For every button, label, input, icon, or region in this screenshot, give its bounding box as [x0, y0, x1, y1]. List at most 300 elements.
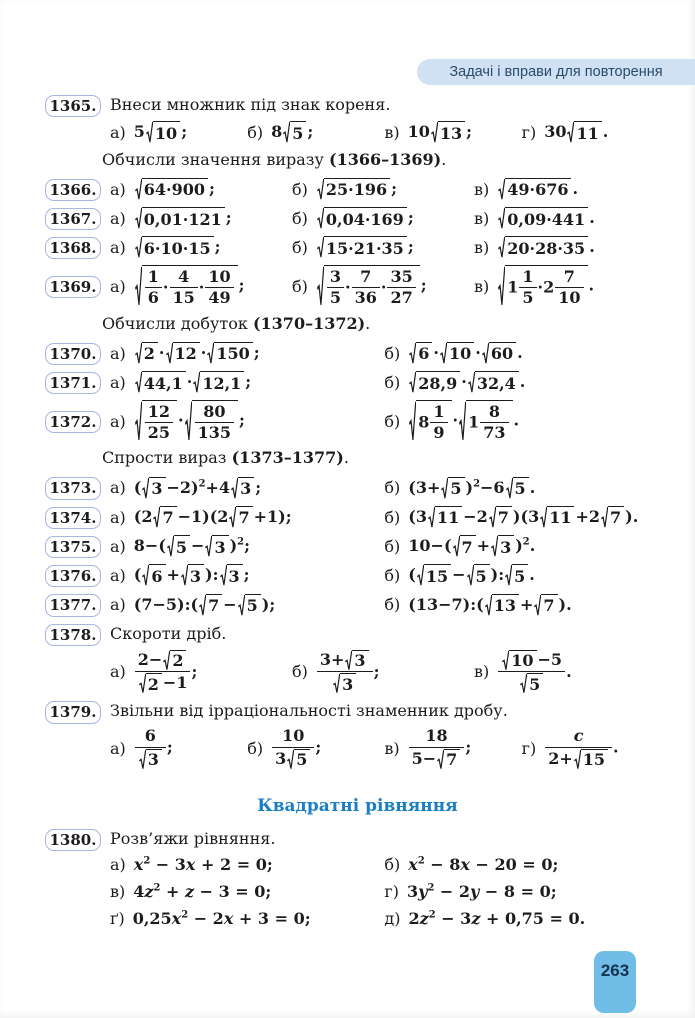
sqrt-radical: 15 — [574, 749, 608, 770]
math-expression: c 2+ 15 . — [544, 727, 618, 769]
sqrt-radical: 25·196 — [317, 178, 390, 201]
item-label: ґ) — [110, 909, 125, 929]
sqrt-radical: 5 — [441, 477, 464, 500]
problem-row — [45, 400, 670, 442]
radical-sign-icon — [207, 342, 214, 365]
fraction: 18 5− 7 — [409, 727, 465, 769]
problem-row — [45, 535, 670, 558]
math-expression: ( 6 + 3 ): 3 ; — [133, 565, 250, 586]
math-expression: $\frac{6}{3}$ ; — [134, 727, 173, 769]
sqrt-radical: 3 — [220, 564, 243, 587]
fraction: $\frac{7}{36}$ — [352, 268, 380, 308]
radical-sign-icon — [317, 236, 324, 259]
radical-sign-icon — [181, 564, 188, 587]
exercise-item — [292, 236, 474, 259]
math-expression: 28,9 · 32,4 . — [408, 371, 525, 394]
item-label: б) — [292, 238, 308, 258]
sqrt-radical: 6 — [142, 564, 165, 587]
problem-number-badge: 1373. — [45, 477, 101, 499]
math-expression: 44,1 · 12,1 ; — [134, 371, 251, 394]
exercise-item — [110, 594, 384, 617]
sqrt-radical: 6 — [409, 342, 432, 365]
radical-sign-icon — [185, 400, 192, 442]
math-expression: ( 15 − 5 ): 5 . — [408, 565, 535, 586]
exercise-item — [247, 727, 384, 769]
problem-row — [45, 506, 670, 529]
fraction: 2− 2 2 −1 — [135, 650, 191, 695]
radical-sign-icon — [409, 371, 416, 394]
math-expression: (13−7):( 13 + 7 ). — [408, 594, 572, 616]
sqrt-radical: 3 — [139, 749, 162, 770]
exercise-item — [110, 236, 292, 259]
radical-sign-icon — [506, 477, 513, 500]
sqrt-radical: 7 — [453, 535, 476, 558]
sqrt-radical: 20·28·35 — [498, 236, 588, 259]
exercise-item — [522, 727, 659, 769]
exercise-item — [292, 207, 474, 230]
radical-sign-icon — [238, 594, 245, 617]
math-expression: 30 11 . — [544, 121, 609, 143]
sqrt-radical: 2 — [139, 673, 162, 694]
radical-sign-icon — [135, 400, 142, 442]
sqrt-radical: 3 — [231, 477, 254, 500]
sqrt-radical: 5 — [467, 564, 490, 587]
item-label: а) — [110, 276, 126, 296]
radical-sign-icon — [431, 121, 438, 144]
sqrt-radical: 7 — [489, 506, 512, 529]
problem-row — [45, 207, 670, 230]
problems-list — [45, 94, 670, 935]
sqrt-radical: 7 — [534, 594, 557, 617]
item-label: б) — [292, 662, 308, 682]
sqrt-radical: 12,1 — [193, 371, 244, 394]
item-label: в) — [474, 208, 490, 228]
exercise-item — [110, 855, 384, 875]
items-row — [101, 121, 670, 144]
sqrt-radical: 5 — [505, 564, 528, 587]
sqrt-radical: 5 — [520, 673, 543, 694]
problem-row — [45, 700, 670, 769]
exercise-item — [110, 477, 384, 500]
item-label: а) — [110, 343, 126, 363]
math-expression: 10−( 7 + 3 )$^2$. — [408, 535, 536, 557]
sqrt-radical: 12 — [166, 342, 200, 365]
item-label: в) — [384, 738, 400, 758]
math-expression: 6·10·15 ; — [134, 236, 221, 259]
items-row — [101, 594, 670, 617]
fraction: $\frac{7}{10}$ — [555, 268, 583, 308]
radical-sign-icon — [505, 564, 512, 587]
math-expression: 0,01·121 ; — [134, 207, 232, 230]
problem-number-badge: 1368. — [45, 237, 101, 259]
exercise-item — [384, 727, 521, 769]
radical-sign-icon — [567, 121, 574, 144]
item-label: в) — [384, 122, 400, 142]
sqrt-radical: 60 — [482, 342, 516, 365]
problem-row — [45, 236, 670, 259]
math-expression: $0,25x^2 - 2x + 3 = 0$; — [132, 908, 311, 928]
sqrt-radical: 10 — [146, 121, 180, 144]
problem-row — [45, 828, 670, 929]
exercise-item — [384, 371, 658, 394]
problem-row — [45, 178, 670, 201]
exercise-item — [384, 535, 658, 558]
instruction-text: Обчисли значення виразу (1366–1369). — [102, 149, 447, 169]
math-expression: $x^2 - 8x - 20 = 0$; — [408, 854, 559, 874]
problem-number-badge: 1374. — [45, 507, 101, 529]
sqrt-radical: 1 $\frac{8}{73}$ — [459, 400, 512, 442]
sqrt-radical: 11 — [540, 506, 574, 529]
item-label: а) — [110, 208, 126, 228]
fraction: 10 −5 5 — [498, 650, 565, 695]
item-label: а) — [110, 411, 126, 431]
radical-sign-icon — [166, 342, 173, 365]
fraction: $\frac{1}{9}$ — [430, 403, 447, 443]
exercise-item — [110, 207, 292, 230]
item-label: в) — [474, 662, 490, 682]
item-label: б) — [292, 276, 308, 296]
item-label: б) — [384, 372, 401, 392]
exercise-item — [110, 265, 292, 307]
exercise-item — [384, 121, 521, 144]
item-label: б) — [292, 208, 308, 228]
item-label: г) — [521, 738, 537, 758]
radical-sign-icon — [502, 650, 509, 671]
radical-sign-icon — [409, 400, 416, 442]
exercise-item — [474, 207, 656, 230]
problem-number-badge: 1377. — [45, 594, 101, 616]
fraction: 3+ 3 3 — [317, 650, 373, 695]
sqrt-radical: 5 — [167, 535, 190, 558]
sqrt-radical: 5 — [287, 749, 310, 770]
item-label: а) — [110, 478, 126, 498]
item-label: в) — [474, 276, 490, 296]
exercise-item — [110, 400, 384, 442]
sqrt-radical: 0,04·169 — [317, 207, 407, 230]
sqrt-radical: 5 — [283, 121, 306, 144]
item-label: а) — [110, 122, 126, 142]
problem-number-badge: 1380. — [45, 829, 101, 851]
item-label: а) — [110, 595, 126, 615]
exercise-item — [384, 564, 658, 587]
item-label: а) — [110, 238, 126, 258]
item-label: а) — [110, 536, 126, 556]
item-label: г) — [521, 122, 537, 142]
sqrt-radical: 0,09·441 — [498, 207, 588, 230]
radical-sign-icon — [317, 265, 324, 307]
sqrt-radical: 11 — [428, 506, 462, 529]
math-expression: 0,09·441 . — [497, 207, 595, 230]
fraction: $\frac{1}{6}$ — [145, 268, 162, 308]
math-expression: ( 3 −2)$^2$+4 3 ; — [133, 477, 262, 499]
problem-number-badge: 1378. — [45, 624, 101, 646]
math-expression: (2 7 −1)(2 7 +1); — [133, 506, 292, 528]
instruction-text: Спрости вираз (1373–1377). — [102, 448, 349, 468]
items-row — [101, 506, 670, 529]
math-expression: 8−( 5 − 3 )$^2$; — [133, 535, 250, 557]
radical-sign-icon — [193, 371, 200, 394]
sqrt-radical: 3 — [333, 673, 356, 694]
item-label: а) — [110, 372, 126, 392]
items-row — [101, 178, 670, 201]
item-label: а) — [110, 179, 126, 199]
radical-sign-icon — [205, 535, 212, 558]
radical-sign-icon — [459, 400, 466, 442]
math-expression: 10 −5 5 . — [497, 650, 571, 695]
fraction: c 2+ 15 — [545, 727, 612, 769]
item-label: б) — [384, 566, 401, 586]
math-expression: 6 · 10 · 60 . — [408, 342, 522, 365]
exercise-item — [110, 909, 384, 929]
exercise-item — [110, 564, 384, 587]
item-label: а) — [110, 507, 126, 527]
fraction: $\frac{1}{5}$ — [519, 268, 536, 308]
exercise-item — [384, 400, 658, 442]
exercise-item — [110, 727, 247, 769]
radical-sign-icon — [163, 650, 170, 671]
item-label: б) — [384, 536, 401, 556]
exercise-item — [384, 342, 658, 365]
radical-sign-icon — [534, 594, 541, 617]
items-row — [101, 535, 670, 558]
problem-statement: Звільни від ірраціональності знаменник дробу. — [110, 701, 508, 721]
problem-number-badge: 1379. — [45, 701, 101, 723]
radical-sign-icon — [520, 673, 527, 694]
sqrt-radical: 6·10·15 — [135, 236, 214, 259]
math-expression: 10 3 5 ; — [271, 727, 321, 769]
problem-statement: Внеси множник під знак кореня. — [110, 95, 391, 114]
sqrt-radical: 7 — [153, 506, 176, 529]
math-expression: 1 $\frac{1}{5}$ ·2 $\frac{7}{10}$ . — [497, 265, 594, 307]
items-row — [101, 400, 670, 442]
math-expression: 18 5− 7 ; — [408, 727, 472, 769]
section-header-label: Задачі і вправи для повторення — [449, 64, 663, 80]
sqrt-radical: 2 — [135, 342, 158, 365]
sqrt-radical: 49·676 — [498, 178, 571, 201]
sqrt-radical: 5 — [238, 594, 261, 617]
sqrt-radical — [185, 400, 238, 442]
radical-sign-icon — [345, 650, 352, 671]
exercise-item — [110, 535, 384, 558]
item-label: б) — [384, 343, 401, 363]
item-label: б) — [384, 478, 401, 498]
sqrt-radical: 7 — [199, 594, 222, 617]
radical-sign-icon — [498, 178, 505, 201]
fraction: $\frac{12}{25}$ — [145, 403, 173, 443]
math-expression: 8 5 ; — [271, 121, 314, 143]
sqrt-radical: 10 — [440, 342, 474, 365]
items-row — [101, 371, 670, 394]
radical-sign-icon — [283, 121, 290, 144]
radical-sign-icon — [440, 342, 447, 365]
fraction: $\frac{4}{15}$ — [170, 268, 198, 308]
sqrt-radical: 0,01·121 — [135, 207, 225, 230]
radical-sign-icon — [574, 749, 581, 770]
math-expression: $\frac{3}{5}$ · $\frac{7}{36}$ · $\frac{35}{27}$ ; — [316, 265, 427, 307]
sqrt-radical: 3 — [345, 650, 368, 671]
radical-sign-icon — [491, 535, 498, 558]
problem-row — [45, 564, 670, 587]
items-row — [101, 236, 670, 259]
items-row — [101, 855, 670, 929]
math-expression: (3 11 −2 7 )(3 11 +2 7 ). — [408, 506, 639, 528]
sqrt-radical: $\frac{3}{5}$ · $\frac{7}{36}$ · $\frac{35}{27}$ — [317, 265, 420, 307]
items-row — [101, 342, 670, 365]
math-expression: (7−5):( 7 − 5 ); — [133, 594, 276, 616]
radical-sign-icon — [485, 594, 492, 617]
exercise-item — [110, 506, 384, 529]
sqrt-radical: 150 — [207, 342, 252, 365]
problem-number-badge: 1370. — [45, 343, 101, 365]
item-label: в) — [474, 238, 490, 258]
fraction: 10 3 5 — [272, 727, 314, 769]
math-expression: 49·676 . — [497, 178, 578, 201]
radical-sign-icon — [139, 673, 146, 694]
page-number-tab — [594, 951, 636, 1013]
problem-number-badge: 1367. — [45, 208, 101, 230]
items-row — [101, 265, 670, 307]
radical-sign-icon — [287, 749, 294, 770]
radical-sign-icon — [135, 236, 142, 259]
exercise-item — [110, 178, 292, 201]
problem-row — [45, 623, 670, 695]
items-row — [101, 207, 670, 230]
exercise-item — [110, 650, 292, 695]
item-label: б) — [247, 122, 264, 142]
problem-row — [45, 593, 670, 616]
radical-sign-icon — [153, 506, 160, 529]
item-label: а) — [110, 855, 126, 875]
exercise-item — [522, 121, 659, 144]
radical-sign-icon — [441, 477, 448, 500]
problem-number-badge: 1376. — [45, 565, 101, 587]
exercise-item — [110, 882, 384, 902]
item-label: б) — [292, 179, 308, 199]
problem-row — [45, 94, 670, 144]
item-label: б) — [247, 738, 264, 758]
radical-sign-icon — [220, 564, 227, 587]
sqrt-radical: $\frac{1}{6}$ · $\frac{4}{15}$ · $\frac{10}{49}$ — [135, 265, 238, 307]
sqrt-radical: 28,9 — [409, 371, 460, 394]
problem-number-badge: 1371. — [45, 372, 101, 394]
math-expression: 10 13 ; — [407, 121, 473, 143]
item-label: в) — [474, 179, 490, 199]
radical-sign-icon — [142, 564, 149, 587]
item-label: г) — [384, 882, 400, 902]
section-header-pill — [417, 59, 695, 85]
sqrt-radical: 15·21·35 — [317, 236, 407, 259]
exercise-item — [292, 650, 474, 695]
section-heading: Квадратні рівняння — [257, 795, 458, 816]
radical-sign-icon — [333, 673, 340, 694]
math-expression: 3+ 3 3 ; — [316, 650, 380, 695]
math-expression: 8 $\frac{1}{9}$ · 1 $\frac{8}{73}$ . — [408, 400, 519, 442]
exercise-item — [474, 650, 656, 695]
math-expression: 5 10 ; — [133, 121, 188, 143]
exercise-item — [292, 178, 474, 201]
radical-sign-icon — [167, 535, 174, 558]
radical-sign-icon — [139, 749, 146, 770]
math-expression: 64·900 ; — [134, 178, 215, 201]
sqrt-radical: 8 $\frac{1}{9}$ — [409, 400, 451, 442]
problem-number-badge: 1369. — [45, 276, 101, 298]
sqrt-radical: 7 — [437, 749, 460, 770]
radical-sign-icon — [482, 342, 489, 365]
sqrt-radical: 13 — [485, 594, 519, 617]
sqrt-radical: 1 $\frac{1}{5}$ ·2 $\frac{7}{10}$ — [498, 265, 587, 307]
sqrt-radical: 3 — [205, 535, 228, 558]
sqrt-radical: 13 — [431, 121, 465, 144]
math-expression: $4z^2 + z - 3 = 0$; — [133, 881, 272, 901]
sqrt-radical: 2 — [163, 650, 186, 671]
items-row — [101, 564, 670, 587]
fraction: $\frac{10}{49}$ — [205, 268, 233, 308]
radical-sign-icon — [428, 506, 435, 529]
sqrt-radical: 44,1 — [135, 371, 186, 394]
radical-sign-icon — [142, 477, 149, 500]
fraction: $\frac{6}{3}$ — [135, 727, 166, 769]
page-number: 263 — [600, 961, 630, 980]
radical-sign-icon — [135, 265, 142, 307]
sqrt-radical: 3 — [181, 564, 204, 587]
sqrt-radical: 11 — [567, 121, 601, 144]
radical-sign-icon — [317, 178, 324, 201]
math-expression: $3y^2 - 2y - 8 = 0$; — [407, 881, 557, 901]
problem-row — [45, 342, 670, 365]
radical-sign-icon — [453, 535, 460, 558]
sqrt-radical: 5 — [506, 477, 529, 500]
problem-statement: Розв’яжи рівняння. — [110, 828, 276, 848]
radical-sign-icon — [199, 594, 206, 617]
item-label: а) — [110, 662, 126, 682]
exercise-item — [384, 909, 658, 929]
exercise-item — [110, 371, 384, 394]
radical-sign-icon — [231, 477, 238, 500]
exercise-item — [247, 121, 384, 144]
math-expression: 2− 2 2 −1 ; — [134, 650, 198, 695]
instruction-text: Обчисли добуток (1370–1372). — [102, 313, 371, 333]
radical-sign-icon — [135, 207, 142, 230]
items-row — [101, 727, 670, 769]
problem-row — [45, 476, 670, 499]
radical-sign-icon — [498, 207, 505, 230]
radical-sign-icon — [498, 236, 505, 259]
radical-sign-icon — [540, 506, 547, 529]
radical-sign-icon — [417, 564, 424, 587]
problem-statement: Скороти дріб. — [110, 623, 227, 643]
exercise-item — [292, 265, 474, 307]
math-expression: 25·196 ; — [316, 178, 397, 201]
math-expression: $x^2 - 3x + 2 = 0$; — [133, 854, 273, 874]
math-expression: $2z^2 - 3z + 0,75 = 0$. — [408, 908, 586, 928]
radical-sign-icon — [229, 506, 236, 529]
radical-sign-icon — [135, 342, 142, 365]
items-row — [101, 650, 670, 695]
item-label: б) — [384, 411, 401, 431]
math-expression: 20·28·35 . — [497, 236, 595, 259]
sqrt-radical: 3 — [142, 477, 165, 500]
math-expression: $\frac{1}{6}$ · $\frac{4}{15}$ · $\frac{10}{49}$ ; — [134, 265, 245, 307]
item-label: б) — [384, 855, 401, 875]
exercise-item — [474, 265, 656, 307]
math-expression: (3+ 5 )$^2$−6 5 . — [408, 477, 536, 499]
item-label: д) — [384, 909, 401, 929]
problem-row — [45, 265, 670, 307]
radical-sign-icon — [468, 371, 475, 394]
problem-number-badge: 1366. — [45, 179, 101, 201]
exercise-item — [110, 121, 247, 144]
sqrt-radical: 15 — [417, 564, 451, 587]
